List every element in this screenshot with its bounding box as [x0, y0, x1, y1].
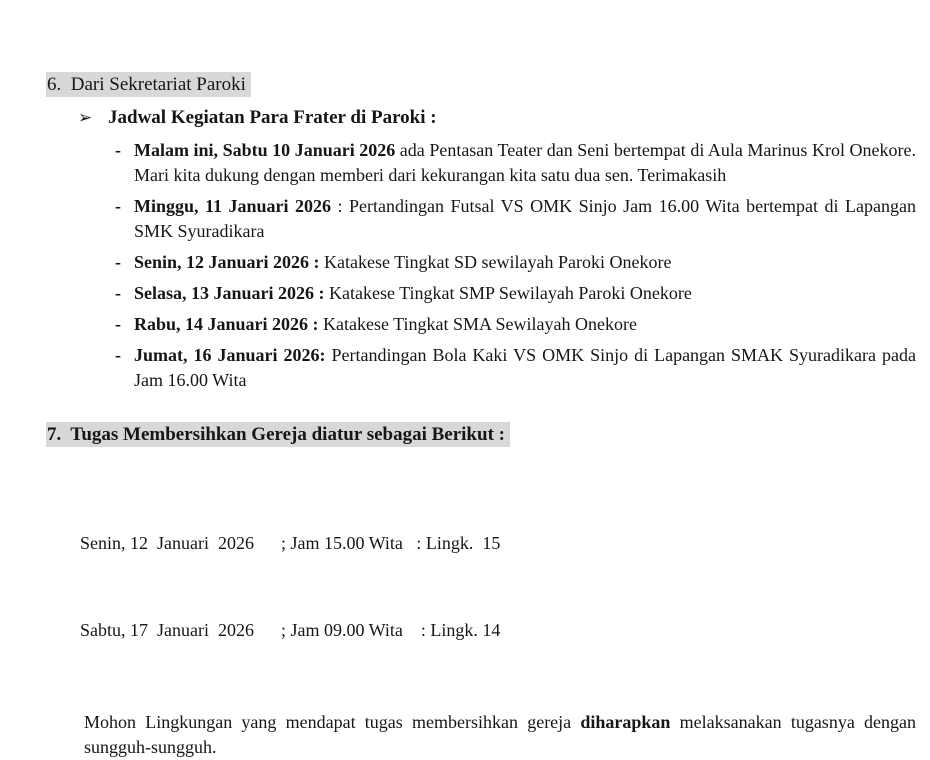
- list-item: [115, 138, 916, 188]
- item-date: Rabu, 14 Januari 2026 :: [134, 314, 319, 334]
- list-item: [115, 312, 916, 337]
- section-7-heading: [46, 424, 930, 446]
- item-body: : Pertandingan Futsal VS OMK Sinjo Jam 16.00 Wita bertempat di Lapangan SMK Syuradikara: [134, 196, 916, 241]
- dash-bullet: -: [115, 345, 121, 365]
- item-date: Senin, 12 Januari 2026 :: [134, 252, 320, 272]
- list-item-text: [134, 343, 916, 393]
- closing-note: [84, 710, 916, 760]
- list-item: [115, 281, 916, 306]
- list-item-text: [134, 250, 916, 275]
- schedule-line: Sabtu, 17 Januari 2026 ; Jam 09.00 Wita : Lingk. 14: [80, 620, 501, 640]
- item-body: Katakese Tingkat SMP Sewilayah Paroki Onekore: [324, 283, 692, 303]
- item-date: Malam ini, Sabtu 10 Januari 2026: [134, 140, 396, 160]
- section-6-heading-highlight: 6. Dari Sekretariat Paroki: [46, 72, 251, 97]
- list-item-text: [134, 138, 916, 188]
- item-body: ada Pentasan Teater dan Seni bertempat di Aula Marinus Krol Onekore. Mari kita dukung dengan memberi dari kekurangan kita satu dua sen. Terimakasih: [134, 140, 916, 185]
- section-7-heading-highlight: 7. Tugas Membersihkan Gereja diatur sebagai Berikut :: [46, 422, 510, 447]
- section-6-heading: [46, 74, 930, 96]
- dash-bullet: -: [115, 196, 121, 216]
- dash-bullet: -: [115, 314, 121, 334]
- arrow-bullet-icon: ➢: [78, 108, 93, 127]
- jadwal-heading: [78, 107, 916, 129]
- dash-bullet: -: [115, 140, 121, 160]
- list-item-text: [134, 312, 916, 337]
- item-body: Katakese Tingkat SD sewilayah Paroki Onekore: [319, 252, 672, 272]
- list-item: [115, 250, 916, 275]
- list-item-text: [134, 281, 916, 306]
- dash-bullet: -: [115, 283, 121, 303]
- dash-bullet: -: [115, 252, 121, 272]
- list-item-text: [134, 194, 916, 244]
- note-lead: Mohon Lingkungan yang mendapat tugas membersihkan gereja: [84, 712, 581, 732]
- list-item: [115, 194, 916, 244]
- cleaning-schedule: [80, 471, 916, 703]
- item-body: Katakese Tingkat SMA Sewilayah Onekore: [318, 314, 637, 334]
- item-date: Selasa, 13 Januari 2026 :: [134, 283, 325, 303]
- item-date: Jumat, 16 Januari 2026:: [134, 345, 326, 365]
- note-emphasis: diharapkan: [580, 712, 671, 732]
- jadwal-heading-label: Jadwal Kegiatan Para Frater di Paroki :: [108, 107, 437, 128]
- item-body: Pertandingan Bola Kaki VS OMK Sinjo di Lapangan SMAK Syuradikara pada Jam 16.00 Wita: [134, 345, 916, 390]
- schedule-line: Senin, 12 Januari 2026 ; Jam 15.00 Wita : Lingk. 15: [80, 533, 501, 553]
- note-tail: melaksanakan tugasnya dengan sungguh-sungguh.: [84, 712, 916, 757]
- item-date: Minggu, 11 Januari 2026: [134, 196, 332, 216]
- list-item: [115, 343, 916, 393]
